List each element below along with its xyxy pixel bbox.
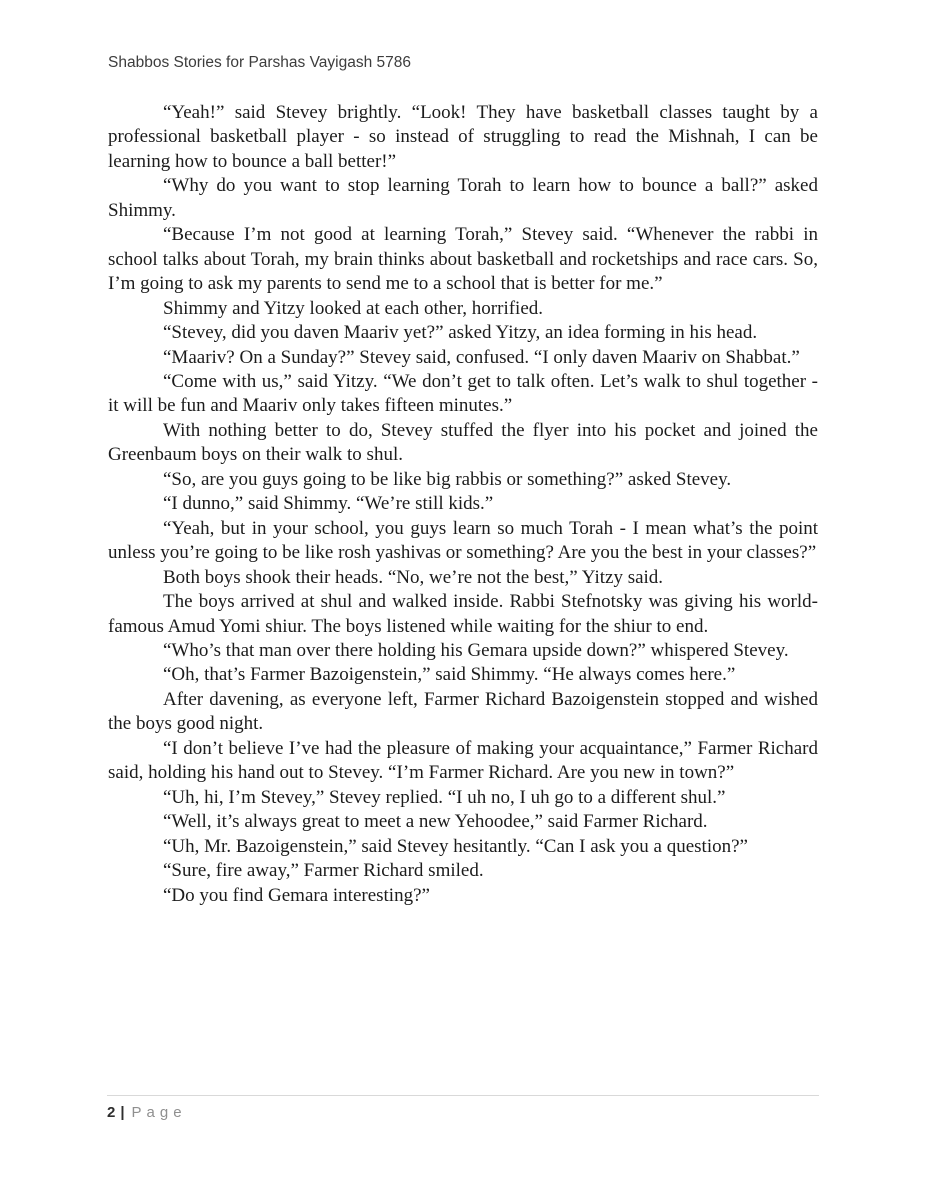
footer-separator: |	[120, 1104, 125, 1121]
story-paragraph: “I don’t believe I’ve had the pleasure of making your acquaintance,” Farmer Richard said, holding his hand out to Stevey. “I’m Farmer Richard. Are you new in town?”	[108, 737, 818, 784]
story-paragraph: “Sure, fire away,” Farmer Richard smiled.	[163, 860, 484, 882]
story-paragraph: “Why do you want to stop learning Torah to learn how to bounce a ball?” asked Shimmy.	[108, 175, 818, 221]
story-paragraph: Shimmy and Yitzy looked at each other, horrified.	[163, 297, 544, 319]
story-paragraph: “I dunno,” said Shimmy. “We’re still kids.”	[163, 493, 494, 515]
story-paragraph: The boys arrived at shul and walked inside. Rabbi Stefnotsky was giving his world-famous Amud Yomi shiur. The boys listened while waiting for the shiur to end.	[108, 591, 818, 637]
story-paragraph: After davening, as everyone left, Farmer Richard Bazoigenstein stopped and wished the boys good night.	[108, 688, 818, 735]
story-paragraph: “Do you find Gemara interesting?”	[163, 884, 430, 906]
page-number: 2	[107, 1104, 116, 1121]
story-paragraph: “Well, it’s always great to meet a new Yehoodee,” said Farmer Richard.	[163, 811, 708, 833]
story-paragraph: Both boys shook their heads. “No, we’re not the best,” Yitzy said.	[163, 566, 664, 588]
header-title: Shabbos Stories for Parshas Vayigash 5786	[108, 54, 412, 71]
story-paragraph: “Who’s that man over there holding his Gemara upside down?” whispered Stevey.	[163, 639, 789, 661]
story-paragraph: “Uh, Mr. Bazoigenstein,” said Stevey hesitantly. “Can I ask you a question?”	[163, 835, 748, 857]
page-label: Page	[131, 1104, 187, 1121]
story-text	[108, 101, 818, 908]
story-paragraph: “Uh, hi, I’m Stevey,” Stevey replied. “I uh no, I uh go to a different shul.”	[163, 786, 726, 808]
page-footer	[107, 1104, 187, 1121]
story-paragraph: “Stevey, did you daven Maariv yet?” asked Yitzy, an idea forming in his head.	[163, 322, 758, 344]
story-paragraph: “Because I’m not good at learning Torah,” Stevey said. “Whenever the rabbi in school talks about Torah, my brain thinks about basketball and rocketships and race cars. So, I’m going to ask my parents to send me to a school that is better for me.”	[108, 224, 818, 295]
story-paragraph: “Yeah!” said Stevey brightly. “Look! They have basketball classes taught by a professional basketball player - so instead of struggling to read the Mishnah, I can be learning how to bounce a ball better!”	[108, 102, 818, 172]
footer-divider	[107, 1095, 819, 1096]
story-paragraph: “Oh, that’s Farmer Bazoigenstein,” said Shimmy. “He always comes here.”	[163, 664, 736, 686]
page-header	[108, 54, 411, 72]
story-paragraph: “Come with us,” said Yitzy. “We don’t get to talk often. Let’s walk to shul together - it will be fun and Maariv only takes fifteen minutes.”	[108, 370, 818, 417]
story-paragraph: “So, are you guys going to be like big rabbis or something?” asked Stevey.	[163, 468, 732, 490]
story-paragraph: With nothing better to do, Stevey stuffed the flyer into his pocket and joined the Greenbaum boys on their walk to shul.	[108, 419, 818, 466]
story-paragraph: “Maariv? On a Sunday?” Stevey said, confused. “I only daven Maariv on Shabbat.”	[163, 346, 800, 368]
story-paragraph: “Yeah, but in your school, you guys learn so much Torah - I mean what’s the point unless you’re going to be like rosh yashivas or something? Are you the best in your classes?”	[108, 517, 818, 564]
